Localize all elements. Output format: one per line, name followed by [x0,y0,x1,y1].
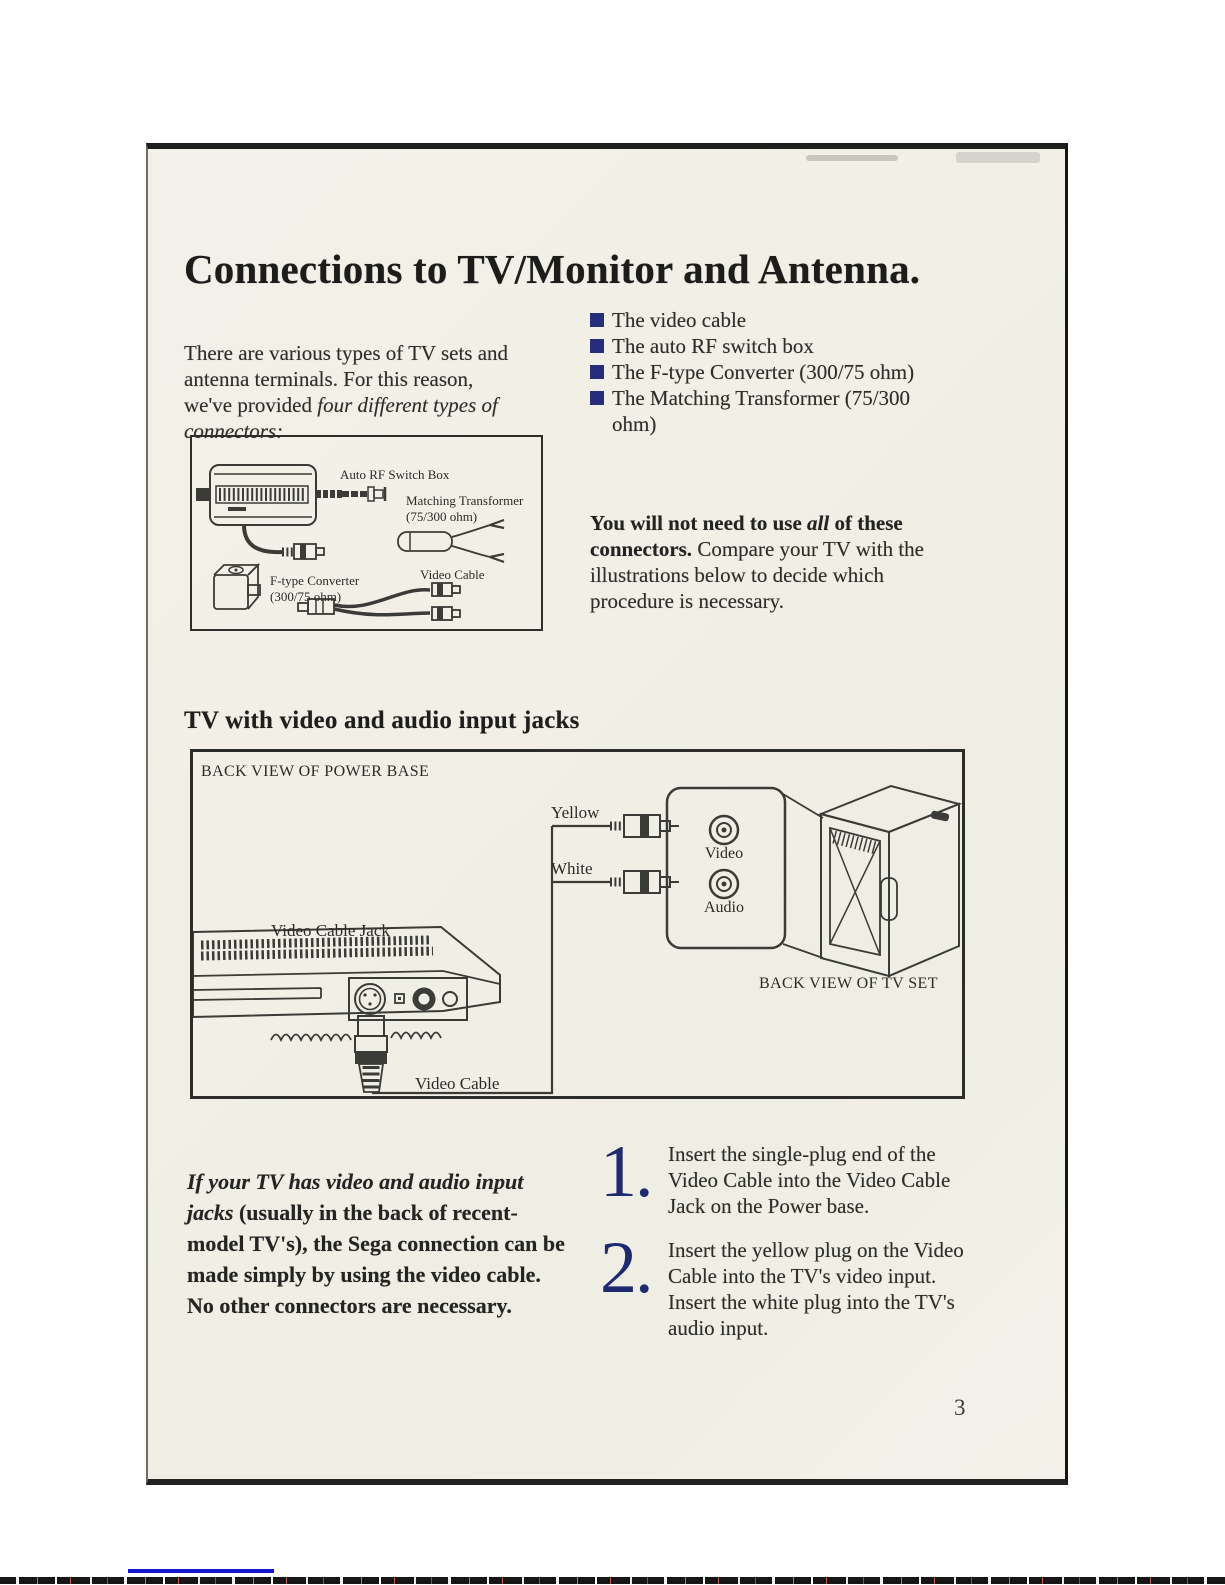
note-bold-italic: all [807,511,830,535]
video-cable-plug-illustration [355,1016,387,1092]
tv-set-caption: BACK VIEW OF TV SET [759,975,938,992]
intro-text-italic: four different types of connectors: [184,393,498,443]
footer-paragraph [187,1166,571,1321]
bullet-square-icon [590,365,604,379]
power-base-caption: BACK VIEW OF POWER BASE [201,763,430,780]
steps-list [600,1131,990,1353]
list-item [590,307,920,333]
connector-diagram-illustration [192,437,541,629]
matching-transformer-label: Matching Transformer [406,493,524,508]
connector-list [590,307,920,437]
intro-text-regular: There are various types of TV sets and antenna terminals. For this reason, we've provided [184,341,509,417]
bullet-square-icon [590,339,604,353]
bottom-dashed-line-artifact [0,1577,1225,1584]
list-item [590,385,920,437]
manual-page [146,143,1068,1485]
blue-underline-artifact [128,1569,274,1573]
video-cable-jack-label: Video Cable Jack [271,921,390,940]
yellow-plug-label: Yellow [551,803,600,822]
f-type-converter-ohm-label: (300/75 ohm) [270,589,342,604]
scan-smudge [956,152,1040,163]
bullet-square-icon [590,391,604,405]
note-bold-end: of these connectors. [590,511,903,561]
scan-smudge [806,155,898,161]
footer-italic-bold: If your TV has video and audio input jacks [187,1169,524,1225]
list-item [590,359,920,385]
step-item [600,1131,990,1219]
note-regular: Compare your TV with the illustrations below to decide which procedure is necessary. [590,537,925,613]
power-base-illustration [193,927,500,1040]
list-item-label: The auto RF switch box [612,334,814,358]
step-text: Insert the yellow plug on the Video Cable into the TV's video input. Insert the white plug into the TV's audio input. [668,1238,964,1340]
white-plug-illustration [610,871,679,893]
video-cable-label: Video Cable [420,567,485,582]
audio-jack-label: Audio [704,899,744,916]
footer-bold-rest: (usually in the back of recent-model TV's), the Sega connection can be made simply by using the video cable. No other connectors are necessary. [187,1200,565,1318]
list-item-label: The video cable [612,308,747,332]
section-heading: TV with video and audio input jacks [184,707,580,734]
video-jack-label: Video [704,845,744,862]
auto-rf-switch-box-label: Auto RF Switch Box [340,467,450,482]
matching-transformer-illustration [398,520,504,562]
note-bold-start: You will not need to use [590,511,808,535]
tv-jack-panel-illustration [667,788,823,958]
list-item [590,333,920,359]
connector-diagram-box [190,435,543,631]
bullet-square-icon [590,313,604,327]
note-paragraph [590,510,928,614]
white-plug-label: White [551,859,593,878]
tv-set-illustration [821,786,959,976]
list-item-label: The Matching Transformer (75/300 ohm) [612,386,911,436]
page-title: Connections to TV/Monitor and Antenna. [184,246,921,292]
page-number: 3 [954,1395,966,1420]
step-text: Insert the single-plug end of the Video Cable into the Video Cable Jack on the Power base. [668,1142,951,1218]
step-number: 2. [600,1227,652,1309]
main-diagram-box [190,749,965,1099]
f-type-converter-label: F-type Converter [270,573,360,588]
matching-transformer-ohm-label: (75/300 ohm) [406,509,478,524]
f-type-converter-illustration [214,565,260,609]
list-item-label: The F-type Converter (300/75 ohm) [612,360,915,384]
step-number: 1. [600,1131,652,1213]
intro-paragraph [184,340,524,444]
step-item [600,1227,990,1341]
yellow-plug-illustration [610,815,679,837]
main-diagram-illustration [193,752,962,1096]
video-cable-label: Video Cable [415,1074,500,1093]
